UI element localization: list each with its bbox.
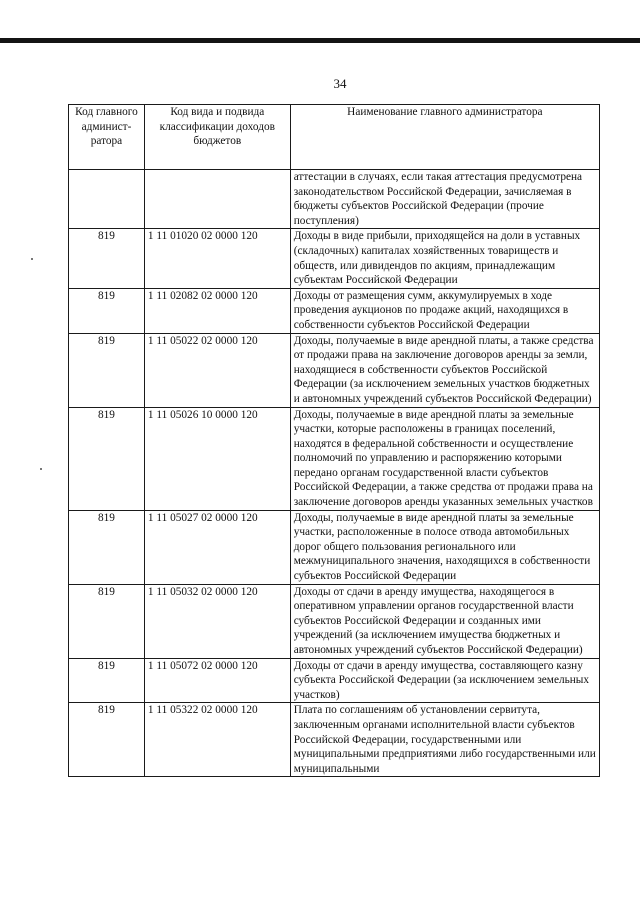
- admin-name-cell: Доходы, получаемые в виде арендной платы за земельные участки, расположенные в полосе отвода автомобильных дорог общего пользования регионального или межмуниципального значения, находящихся в собственности субъектов Российской Федерации: [290, 510, 599, 584]
- income-code-cell: 1 11 05022 02 0000 120: [144, 333, 290, 407]
- income-code-cell: 1 11 05027 02 0000 120: [144, 510, 290, 584]
- admin-code-cell: 819: [69, 229, 145, 288]
- table-row: [69, 170, 600, 229]
- income-code-cell: 1 11 01020 02 0000 120: [144, 229, 290, 288]
- admin-name-cell: Плата по соглашениям об установлении сервитута, заключенным органами исполнительной власти субъектов Российской Федерации, государственными или муниципальными предприятиями либо государственными или муниципальными: [290, 703, 599, 777]
- table-header-row: [69, 105, 600, 170]
- top-border-rule: [0, 38, 640, 43]
- header-admin-code: Код главного админист-ратора: [69, 105, 145, 170]
- scan-speck: [40, 468, 42, 470]
- admin-name-cell: аттестации в случаях, если такая аттестация предусмотрена законодательством Российской Федерации, зачисляемая в бюджеты субъектов Российской Федерации (прочие поступления): [290, 170, 599, 229]
- admin-name-cell: Доходы, получаемые в виде арендной платы, а также средства от продажи права на заключение договоров аренды за земли, находящиеся в собственности субъектов Российской Федерации (за исключением земельных участков бюджетных и автономных учреждений субъектов Российской Федерации): [290, 333, 599, 407]
- admin-name-cell: Доходы в виде прибыли, приходящейся на доли в уставных (складочных) капиталах хозяйственных товариществ и обществ, или дивидендов по акциям, принадлежащим субъектам Российской Федерации: [290, 229, 599, 288]
- income-code-cell: 1 11 05322 02 0000 120: [144, 703, 290, 777]
- admin-code-cell: 819: [69, 288, 145, 333]
- table-row: [69, 229, 600, 288]
- table-row: [69, 510, 600, 584]
- income-code-cell: 1 11 02082 02 0000 120: [144, 288, 290, 333]
- page-number: 34: [333, 76, 347, 91]
- admin-name-cell: Доходы от сдачи в аренду имущества, составляющего казну субъекта Российской Федерации (за исключением земельных участков): [290, 658, 599, 703]
- admin-name-cell: Доходы от размещения сумм, аккумулируемых в ходе проведения аукционов по продаже акций, находящихся в собственности субъектов Российской Федерации: [290, 288, 599, 333]
- admin-code-cell: 819: [69, 658, 145, 703]
- admin-name-cell: Доходы от сдачи в аренду имущества, находящегося в оперативном управлении органов государственной власти субъектов Российской Федерации и созданных ими учреждений (за исключением имущества бюджетных и автономных учреждений субъектов Российской Федерации): [290, 584, 599, 658]
- income-code-cell: 1 11 05072 02 0000 120: [144, 658, 290, 703]
- header-admin-name: Наименование главного администратора: [290, 105, 599, 170]
- income-code-cell: 1 11 05026 10 0000 120: [144, 407, 290, 510]
- header-income-code: Код вида и подвида классификации доходов бюджетов: [144, 105, 290, 170]
- table-row: [69, 703, 600, 777]
- admin-code-cell: 819: [69, 510, 145, 584]
- admin-code-cell: [69, 170, 145, 229]
- table-row: [69, 407, 600, 510]
- admin-code-cell: 819: [69, 703, 145, 777]
- table-row: [69, 288, 600, 333]
- table-row: [69, 658, 600, 703]
- table-row: [69, 584, 600, 658]
- income-classification-table: [68, 104, 600, 777]
- income-code-cell: [144, 170, 290, 229]
- admin-code-cell: 819: [69, 407, 145, 510]
- admin-code-cell: 819: [69, 333, 145, 407]
- scan-speck: [31, 258, 33, 260]
- admin-code-cell: 819: [69, 584, 145, 658]
- table-row: [69, 333, 600, 407]
- income-code-cell: 1 11 05032 02 0000 120: [144, 584, 290, 658]
- admin-name-cell: Доходы, получаемые в виде арендной платы за земельные участки, которые расположены в границах поселений, находятся в федеральной собственности и осуществление полномочий по управлению и распоряжению которыми передано органам государственной власти субъектов Российской Федерации, а также средства от продажи права на заключение договоров аренды указанных земельных участков: [290, 407, 599, 510]
